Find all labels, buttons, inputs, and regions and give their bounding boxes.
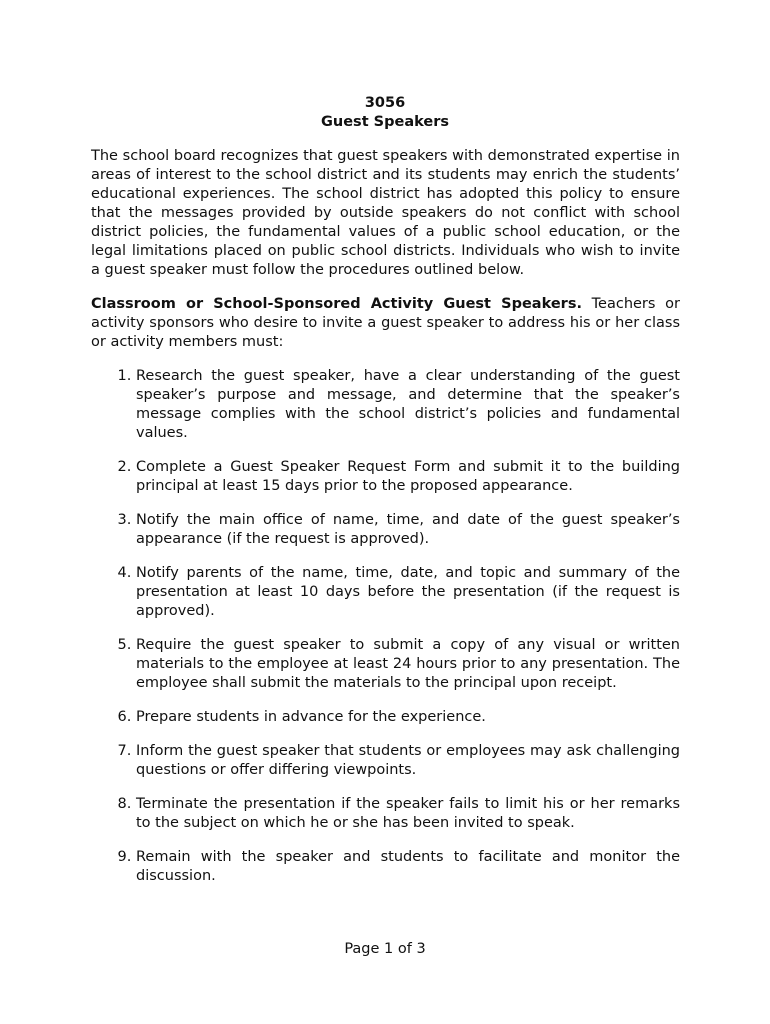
page-number: Page 1 of 3 bbox=[344, 941, 426, 957]
list-item-number: 8. bbox=[117, 796, 132, 812]
policy-body bbox=[91, 147, 680, 901]
list-item-number: 1. bbox=[117, 368, 132, 384]
list-item-number: 6. bbox=[117, 709, 132, 725]
policy-header bbox=[0, 94, 770, 132]
list-item-text: Notify parents of the name, time, date, and topic and summary of the presentation at least 10 days before the presentation (if the request is approved). bbox=[136, 565, 680, 619]
list-item bbox=[91, 848, 680, 886]
page-footer bbox=[0, 940, 770, 959]
list-item-text: Terminate the presentation if the speaker fails to limit his or her remarks to the subject on which he or she has been invited to speak. bbox=[136, 796, 680, 831]
list-item-number: 5. bbox=[117, 637, 132, 653]
list-item-text: Remain with the speaker and students to facilitate and monitor the discussion. bbox=[136, 849, 680, 884]
section-heading: Classroom or School-Sponsored Activity Guest Speakers. bbox=[91, 296, 582, 312]
list-item-text: Inform the guest speaker that students or employees may ask challenging questions or offer differing viewpoints. bbox=[136, 743, 680, 778]
list-item bbox=[91, 511, 680, 549]
list-item bbox=[91, 636, 680, 693]
steps-list bbox=[91, 367, 680, 886]
list-item bbox=[91, 564, 680, 621]
list-item-number: 2. bbox=[117, 459, 132, 475]
list-item-text: Research the guest speaker, have a clear understanding of the guest speaker’s purpose and message, and determine that the speaker’s message complies with the school district’s policies and fundamental values. bbox=[136, 368, 680, 441]
section-text: Teachers or activity sponsors who desire to invite a guest speaker to address his or her class or activity members must: bbox=[91, 296, 680, 350]
list-item-number: 7. bbox=[117, 743, 132, 759]
list-item-text: Prepare students in advance for the experience. bbox=[136, 709, 486, 725]
list-item bbox=[91, 708, 680, 727]
policy-title: Guest Speakers bbox=[321, 114, 449, 130]
intro-paragraph: The school board recognizes that guest speakers with demonstrated expertise in areas of interest to the school district and its students may enrich the students’ educational experiences. The school district has adopted this policy to ensure that the messages provided by outside speakers do not conflict with school district policies, the fundamental values of a public school education, or the legal limitations placed on public school districts. Individuals who wish to invite a guest speaker must follow the procedures outlined below. bbox=[91, 148, 680, 278]
list-item-number: 3. bbox=[117, 512, 132, 528]
list-item bbox=[91, 795, 680, 833]
list-item-text: Complete a Guest Speaker Request Form and submit it to the building principal at least 15 days prior to the proposed appearance. bbox=[136, 459, 680, 494]
list-item bbox=[91, 367, 680, 443]
list-item-number: 4. bbox=[117, 565, 132, 581]
list-item-text: Require the guest speaker to submit a copy of any visual or written materials to the employee at least 24 hours prior to any presentation. The employee shall submit the materials to the principal upon receipt. bbox=[136, 637, 680, 691]
policy-number: 3056 bbox=[364, 95, 406, 111]
section-paragraph bbox=[91, 295, 680, 352]
list-item-number: 9. bbox=[117, 849, 132, 865]
list-item-text: Notify the main office of name, time, and date of the guest speaker’s appearance (if the request is approved). bbox=[136, 512, 680, 547]
list-item bbox=[91, 458, 680, 496]
list-item bbox=[91, 742, 680, 780]
